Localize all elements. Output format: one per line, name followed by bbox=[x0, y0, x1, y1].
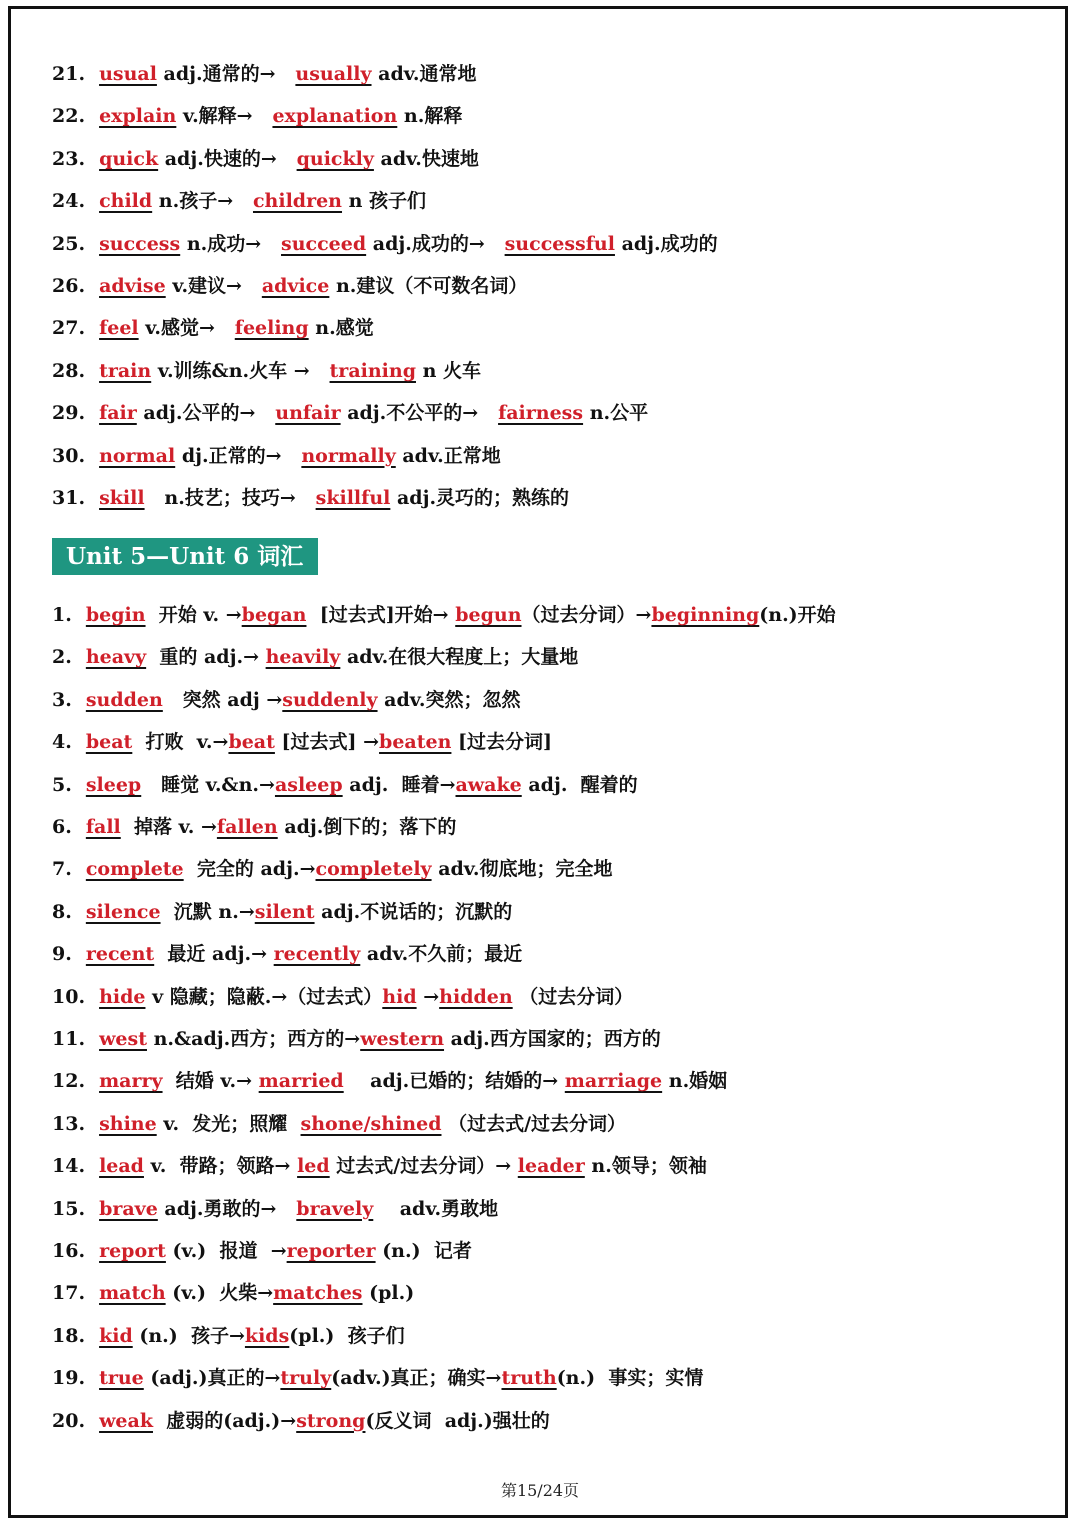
vocab-word: shine bbox=[99, 1112, 157, 1135]
word-note: dj.正常的→ bbox=[175, 444, 302, 467]
entry-number: 17. bbox=[52, 1282, 86, 1305]
vocab-word: fair bbox=[99, 402, 137, 425]
vocab-word: normal bbox=[99, 444, 176, 467]
vocab-word: silent bbox=[254, 900, 315, 923]
vocab-word: beat bbox=[228, 731, 275, 754]
vocab-entry bbox=[52, 443, 501, 469]
word-note: (反义词 adj.)强壮的 bbox=[365, 1409, 550, 1432]
vocab-entry bbox=[52, 231, 718, 257]
entry-number: 1. bbox=[52, 604, 72, 626]
word-note: adv.彻底地；完全地 bbox=[431, 858, 613, 881]
word-note: (adv.)真正；确实→ bbox=[331, 1367, 502, 1390]
vocab-word: advise bbox=[99, 275, 166, 297]
vocab-word: western bbox=[360, 1028, 445, 1050]
word-note: adj.不公平的→ bbox=[340, 402, 499, 425]
word-note: (n.) 记者 bbox=[375, 1240, 472, 1262]
word-note: (pl.) bbox=[362, 1282, 415, 1305]
word-note: n.公平 bbox=[583, 402, 649, 425]
vocab-word: true bbox=[99, 1367, 144, 1390]
vocab-word: completely bbox=[315, 858, 432, 881]
vocab-entry bbox=[52, 772, 638, 798]
entry-number: 9. bbox=[52, 943, 72, 966]
entry-number: 15. bbox=[52, 1197, 86, 1220]
word-note: [过去式] → bbox=[274, 731, 380, 754]
vocab-entry bbox=[52, 984, 633, 1010]
vocab-word: unfair bbox=[275, 402, 341, 425]
vocab-word: fallen bbox=[216, 816, 278, 838]
vocab-word: silence bbox=[85, 900, 161, 923]
word-note: (pl.) 孩子们 bbox=[289, 1324, 405, 1347]
vocab-entry bbox=[52, 814, 456, 840]
entry-number: 26. bbox=[52, 275, 86, 297]
vocab-word: training bbox=[329, 359, 416, 382]
vocab-word: bravely bbox=[296, 1197, 374, 1220]
vocab-word: marriage bbox=[564, 1070, 663, 1093]
entry-number: 12. bbox=[52, 1070, 86, 1093]
vocab-word: success bbox=[99, 232, 181, 255]
vocab-entry bbox=[52, 941, 522, 967]
word-note: (n.)开始 bbox=[759, 604, 836, 626]
word-note: n.孩子→ bbox=[152, 190, 253, 213]
entry-number: 25. bbox=[52, 232, 86, 255]
word-note: adv.正常地 bbox=[395, 444, 501, 467]
word-note: n.成功→ bbox=[180, 232, 282, 255]
vocab-entry bbox=[52, 1026, 661, 1052]
vocab-entry bbox=[52, 899, 512, 925]
entry-number: 11. bbox=[52, 1028, 86, 1050]
vocab-entry bbox=[52, 1196, 498, 1222]
vocab-word: explanation bbox=[272, 105, 398, 128]
entry-number: 29. bbox=[52, 402, 86, 425]
word-note: 开始 v. → bbox=[145, 604, 242, 626]
word-note: adj.公平的→ bbox=[136, 402, 276, 425]
word-note: 重的 adj.→ bbox=[146, 646, 266, 669]
entry-number: 5. bbox=[52, 773, 72, 796]
vocab-word: usually bbox=[295, 63, 372, 85]
entry-number: 27. bbox=[52, 317, 86, 340]
vocab-entry bbox=[52, 1238, 472, 1264]
vocab-word: hide bbox=[99, 985, 146, 1008]
word-note: 过去式/过去分词）→ bbox=[329, 1155, 518, 1178]
word-note: adj.勇敢的→ bbox=[157, 1197, 297, 1220]
word-note: 结婚 v.→ bbox=[162, 1070, 259, 1093]
entry-number: 8. bbox=[52, 900, 72, 923]
vocab-word: advice bbox=[261, 275, 330, 297]
vocab-word: beaten bbox=[379, 731, 452, 754]
vocab-entry bbox=[52, 1323, 405, 1349]
word-note: adv.快速地 bbox=[373, 147, 479, 170]
vocab-entry bbox=[52, 1111, 626, 1137]
vocab-word: matches bbox=[273, 1282, 363, 1305]
vocab-entry bbox=[52, 687, 521, 713]
word-note: v.建议→ bbox=[165, 275, 262, 297]
word-note: adv.勇敢地 bbox=[373, 1197, 499, 1220]
word-note: 掉落 v. → bbox=[120, 816, 217, 838]
vocab-entry bbox=[52, 644, 578, 670]
vocab-word: explain bbox=[99, 105, 177, 128]
vocab-word: normally bbox=[301, 444, 396, 467]
vocab-word: beat bbox=[85, 731, 133, 754]
vocab-word: succeed bbox=[281, 232, 367, 255]
vocab-word: kid bbox=[99, 1324, 133, 1347]
entry-number: 30. bbox=[52, 444, 86, 467]
vocab-word: hidden bbox=[439, 985, 513, 1008]
vocab-entry bbox=[52, 1068, 727, 1094]
page-number: 第15/24页 bbox=[500, 1481, 580, 1500]
vocab-word: reporter bbox=[286, 1240, 376, 1262]
vocab-word: west bbox=[99, 1028, 147, 1050]
word-note: (adj.)真正的→ bbox=[143, 1367, 281, 1390]
word-note: n.建议（不可数名词） bbox=[329, 275, 528, 297]
vocab-entry bbox=[52, 273, 527, 299]
word-note: 虚弱的(adj.)→ bbox=[152, 1409, 297, 1432]
word-note: n 火车 bbox=[415, 359, 482, 382]
word-note: v. 带路；领路→ bbox=[143, 1155, 298, 1178]
vocab-word: hid bbox=[382, 985, 417, 1008]
entry-number: 10. bbox=[52, 985, 86, 1008]
word-note: [过去分词] bbox=[451, 731, 553, 754]
word-note: v. 发光；照耀 bbox=[156, 1112, 301, 1135]
entry-number: 24. bbox=[52, 190, 86, 213]
word-note: 打败 v.→ bbox=[132, 731, 229, 754]
vocab-entry bbox=[52, 188, 426, 214]
word-note: adj.西方国家的；西方的 bbox=[444, 1028, 661, 1050]
entry-number: 14. bbox=[52, 1155, 86, 1178]
word-note: （过去分词）→ bbox=[521, 604, 652, 626]
vocab-entry bbox=[52, 146, 479, 172]
entry-number: 20. bbox=[52, 1409, 86, 1432]
word-note: n.解释 bbox=[397, 105, 463, 128]
word-note: n.&adj.西方；西方的→ bbox=[146, 1028, 361, 1050]
word-note: (v.) 火柴→ bbox=[165, 1282, 274, 1305]
entry-number: 13. bbox=[52, 1112, 86, 1135]
word-note: n.婚姻 bbox=[662, 1070, 728, 1093]
word-note: adj.成功的→ bbox=[366, 232, 505, 255]
word-note: adv.在很大程度上；大量地 bbox=[340, 646, 579, 669]
vocab-word: successful bbox=[504, 232, 615, 255]
word-note: adj.成功的 bbox=[614, 232, 718, 255]
vocab-word: leader bbox=[517, 1155, 585, 1178]
vocab-word: skillful bbox=[315, 487, 391, 509]
vocab-entry bbox=[52, 400, 648, 426]
vocab-word: awake bbox=[455, 773, 522, 796]
word-note: (v.) 报道 → bbox=[165, 1240, 287, 1262]
vocab-word: kids bbox=[244, 1324, 290, 1347]
entry-number: 4. bbox=[52, 731, 72, 754]
word-note: adj.不说话的；沉默的 bbox=[314, 900, 513, 923]
word-note: 最近 adj.→ bbox=[154, 943, 274, 966]
word-note: 完全的 adj.→ bbox=[183, 858, 316, 881]
vocab-entry bbox=[52, 1365, 703, 1391]
vocab-word: asleep bbox=[274, 773, 343, 796]
vocab-word: recent bbox=[85, 943, 155, 966]
vocab-word: recently bbox=[273, 943, 361, 966]
word-note: (n.) 事实；实情 bbox=[556, 1367, 704, 1390]
vocab-word: begun bbox=[455, 604, 522, 626]
vocab-word: match bbox=[99, 1282, 166, 1305]
vocab-entry bbox=[52, 1153, 707, 1179]
vocab-word: began bbox=[241, 604, 307, 626]
word-note: v.感觉→ bbox=[138, 317, 235, 340]
entry-number: 6. bbox=[52, 816, 72, 838]
entry-number: 31. bbox=[52, 487, 86, 509]
vocab-word: quick bbox=[99, 147, 159, 170]
vocab-entry bbox=[52, 103, 462, 129]
entry-number: 21. bbox=[52, 63, 86, 85]
word-note: 睡觉 v.&n.→ bbox=[141, 773, 275, 796]
vocab-word: strong bbox=[296, 1409, 366, 1432]
word-note: v 隐藏；隐蔽.→（过去式） bbox=[145, 985, 383, 1008]
word-note: [过去式]开始→ bbox=[306, 604, 456, 626]
vocab-word: shone/shined bbox=[300, 1112, 442, 1135]
vocab-entry bbox=[52, 856, 613, 882]
vocab-word: married bbox=[258, 1070, 344, 1093]
vocab-word: truth bbox=[501, 1367, 557, 1390]
word-note: adj. 醒着的 bbox=[521, 773, 638, 796]
entry-number: 22. bbox=[52, 105, 86, 128]
vocab-word: weak bbox=[99, 1409, 153, 1432]
word-note: adj.灵巧的；熟练的 bbox=[390, 487, 570, 509]
vocab-entry bbox=[52, 1280, 414, 1306]
vocab-entry bbox=[52, 61, 476, 87]
vocab-word: fall bbox=[85, 816, 121, 838]
vocab-word: truly bbox=[280, 1367, 332, 1390]
word-note: n 孩子们 bbox=[342, 190, 427, 213]
vocab-word: complete bbox=[85, 858, 184, 881]
word-note: （过去分词） bbox=[512, 985, 634, 1008]
vocab-word: feeling bbox=[234, 317, 309, 340]
word-note: adj. 睡着→ bbox=[342, 773, 456, 796]
vocab-word: beginning bbox=[651, 604, 760, 626]
entry-number: 3. bbox=[52, 688, 72, 711]
word-note: adv.突然；忽然 bbox=[377, 688, 521, 711]
word-note: adv.通常地 bbox=[371, 63, 477, 85]
word-note: adv.不久前；最近 bbox=[360, 943, 523, 966]
vocab-word: begin bbox=[85, 604, 146, 626]
word-note: (n.) 孩子→ bbox=[132, 1324, 245, 1347]
entry-number: 28. bbox=[52, 359, 86, 382]
word-note: 突然 adj → bbox=[162, 688, 283, 711]
entry-number: 23. bbox=[52, 147, 86, 170]
word-note: → bbox=[416, 985, 440, 1008]
entry-number: 16. bbox=[52, 1240, 86, 1262]
vocab-word: suddenly bbox=[282, 688, 378, 711]
entry-number: 18. bbox=[52, 1324, 86, 1347]
section-heading: Unit 5—Unit 6 词汇 bbox=[52, 538, 318, 575]
vocab-entry bbox=[52, 1408, 550, 1434]
entry-number: 7. bbox=[52, 858, 72, 881]
vocab-entry bbox=[52, 315, 374, 341]
vocab-word: feel bbox=[99, 317, 139, 340]
word-note: n.领导；领袖 bbox=[584, 1155, 707, 1178]
vocab-word: children bbox=[252, 190, 343, 213]
vocab-word: sleep bbox=[85, 773, 142, 796]
word-note: n.技艺；技巧→ bbox=[144, 487, 316, 509]
vocab-word: led bbox=[297, 1155, 330, 1178]
vocab-entry bbox=[52, 358, 481, 384]
vocab-word: lead bbox=[99, 1155, 144, 1178]
word-note: adj.已婚的；结婚的→ bbox=[343, 1070, 565, 1093]
word-note: adj.倒下的；落下的 bbox=[277, 816, 457, 838]
word-note: n.感觉 bbox=[308, 317, 374, 340]
vocab-word: marry bbox=[99, 1070, 163, 1093]
word-note: （过去式/过去分词） bbox=[441, 1112, 627, 1135]
word-note: adj.通常的→ bbox=[156, 63, 296, 85]
vocab-word: skill bbox=[99, 487, 145, 509]
entry-number: 19. bbox=[52, 1367, 86, 1390]
vocab-word: train bbox=[99, 359, 152, 382]
vocab-word: brave bbox=[99, 1197, 158, 1220]
vocab-word: heavily bbox=[265, 646, 341, 669]
vocab-word: fairness bbox=[498, 402, 584, 425]
vocab-word: sudden bbox=[85, 688, 163, 711]
vocab-word: child bbox=[99, 190, 153, 213]
entry-number: 2. bbox=[52, 646, 72, 669]
word-note: adj.快速的→ bbox=[158, 147, 297, 170]
word-note: v.解释→ bbox=[176, 105, 273, 128]
vocab-word: quickly bbox=[296, 147, 374, 170]
vocab-word: usual bbox=[99, 63, 157, 85]
vocab-entry bbox=[52, 602, 836, 628]
vocab-word: report bbox=[99, 1240, 166, 1262]
word-note: 沉默 n.→ bbox=[160, 900, 255, 923]
vocab-entry bbox=[52, 729, 552, 755]
vocab-word: heavy bbox=[85, 646, 147, 669]
vocab-entry bbox=[52, 485, 569, 511]
word-note: v.训练&n.火车 → bbox=[151, 359, 330, 382]
